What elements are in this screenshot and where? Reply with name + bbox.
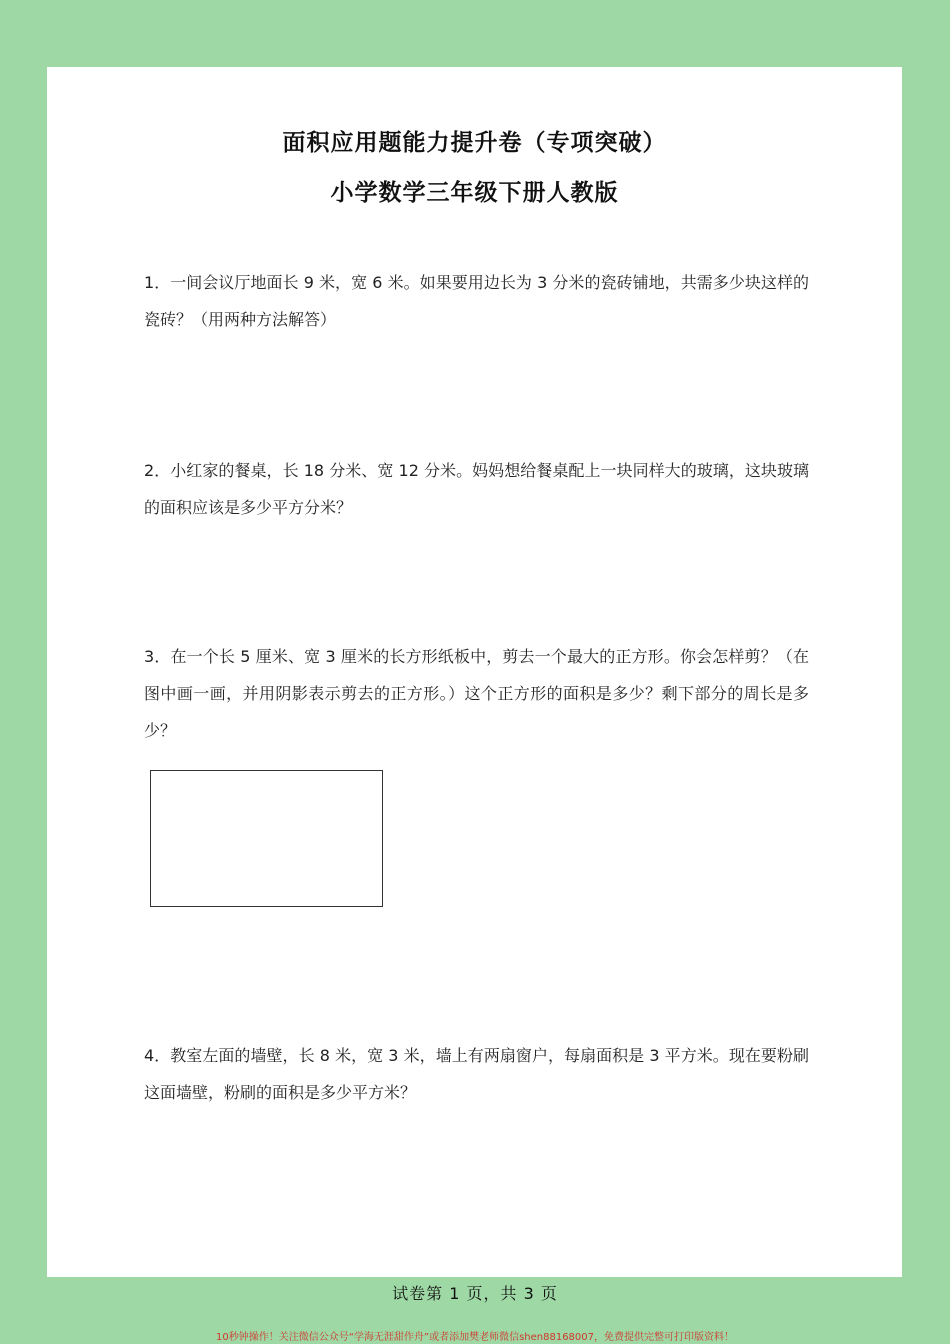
page-number: 试卷第 1 页，共 3 页 [392, 1284, 558, 1303]
question-3: 3．在一个长 5 厘米、宽 3 厘米的长方形纸板中，剪去一个最大的正方形。你会怎样剪？（在图中画一画，并用阴影表示剪去的正方形。）这个正方形的面积是多少？剩下部分的周长是多少？ [144, 647, 809, 740]
rectangle-figure [150, 770, 383, 907]
promo-banner: 10秒钟操作！关注微信公众号“学海无涯甜作舟”或者添加樊老师微信shen88168007，免费提供完整可打印版资料！ [215, 1332, 735, 1343]
question-4: 4．教室左面的墙壁，长 8 米，宽 3 米，墙上有两扇窗户，每扇面积是 3 平方米。现在要粉刷这面墙壁，粉刷的面积是多少平方米？ [144, 1046, 809, 1102]
exam-title: 面积应用题能力提升卷（专项突破） [282, 130, 667, 156]
question-2: 2．小红家的餐桌，长 18 分米、宽 12 分米。妈妈想给餐桌配上一块同样大的玻璃，这块玻璃的面积应该是多少平方分米？ [144, 461, 809, 517]
exam-paper [47, 67, 902, 1277]
exam-subtitle: 小学数学三年级下册人教版 [330, 180, 619, 206]
question-1: 1．一间会议厅地面长 9 米，宽 6 米。如果要用边长为 3 分米的瓷砖铺地，共需多少块这样的瓷砖？（用两种方法解答） [144, 273, 809, 329]
